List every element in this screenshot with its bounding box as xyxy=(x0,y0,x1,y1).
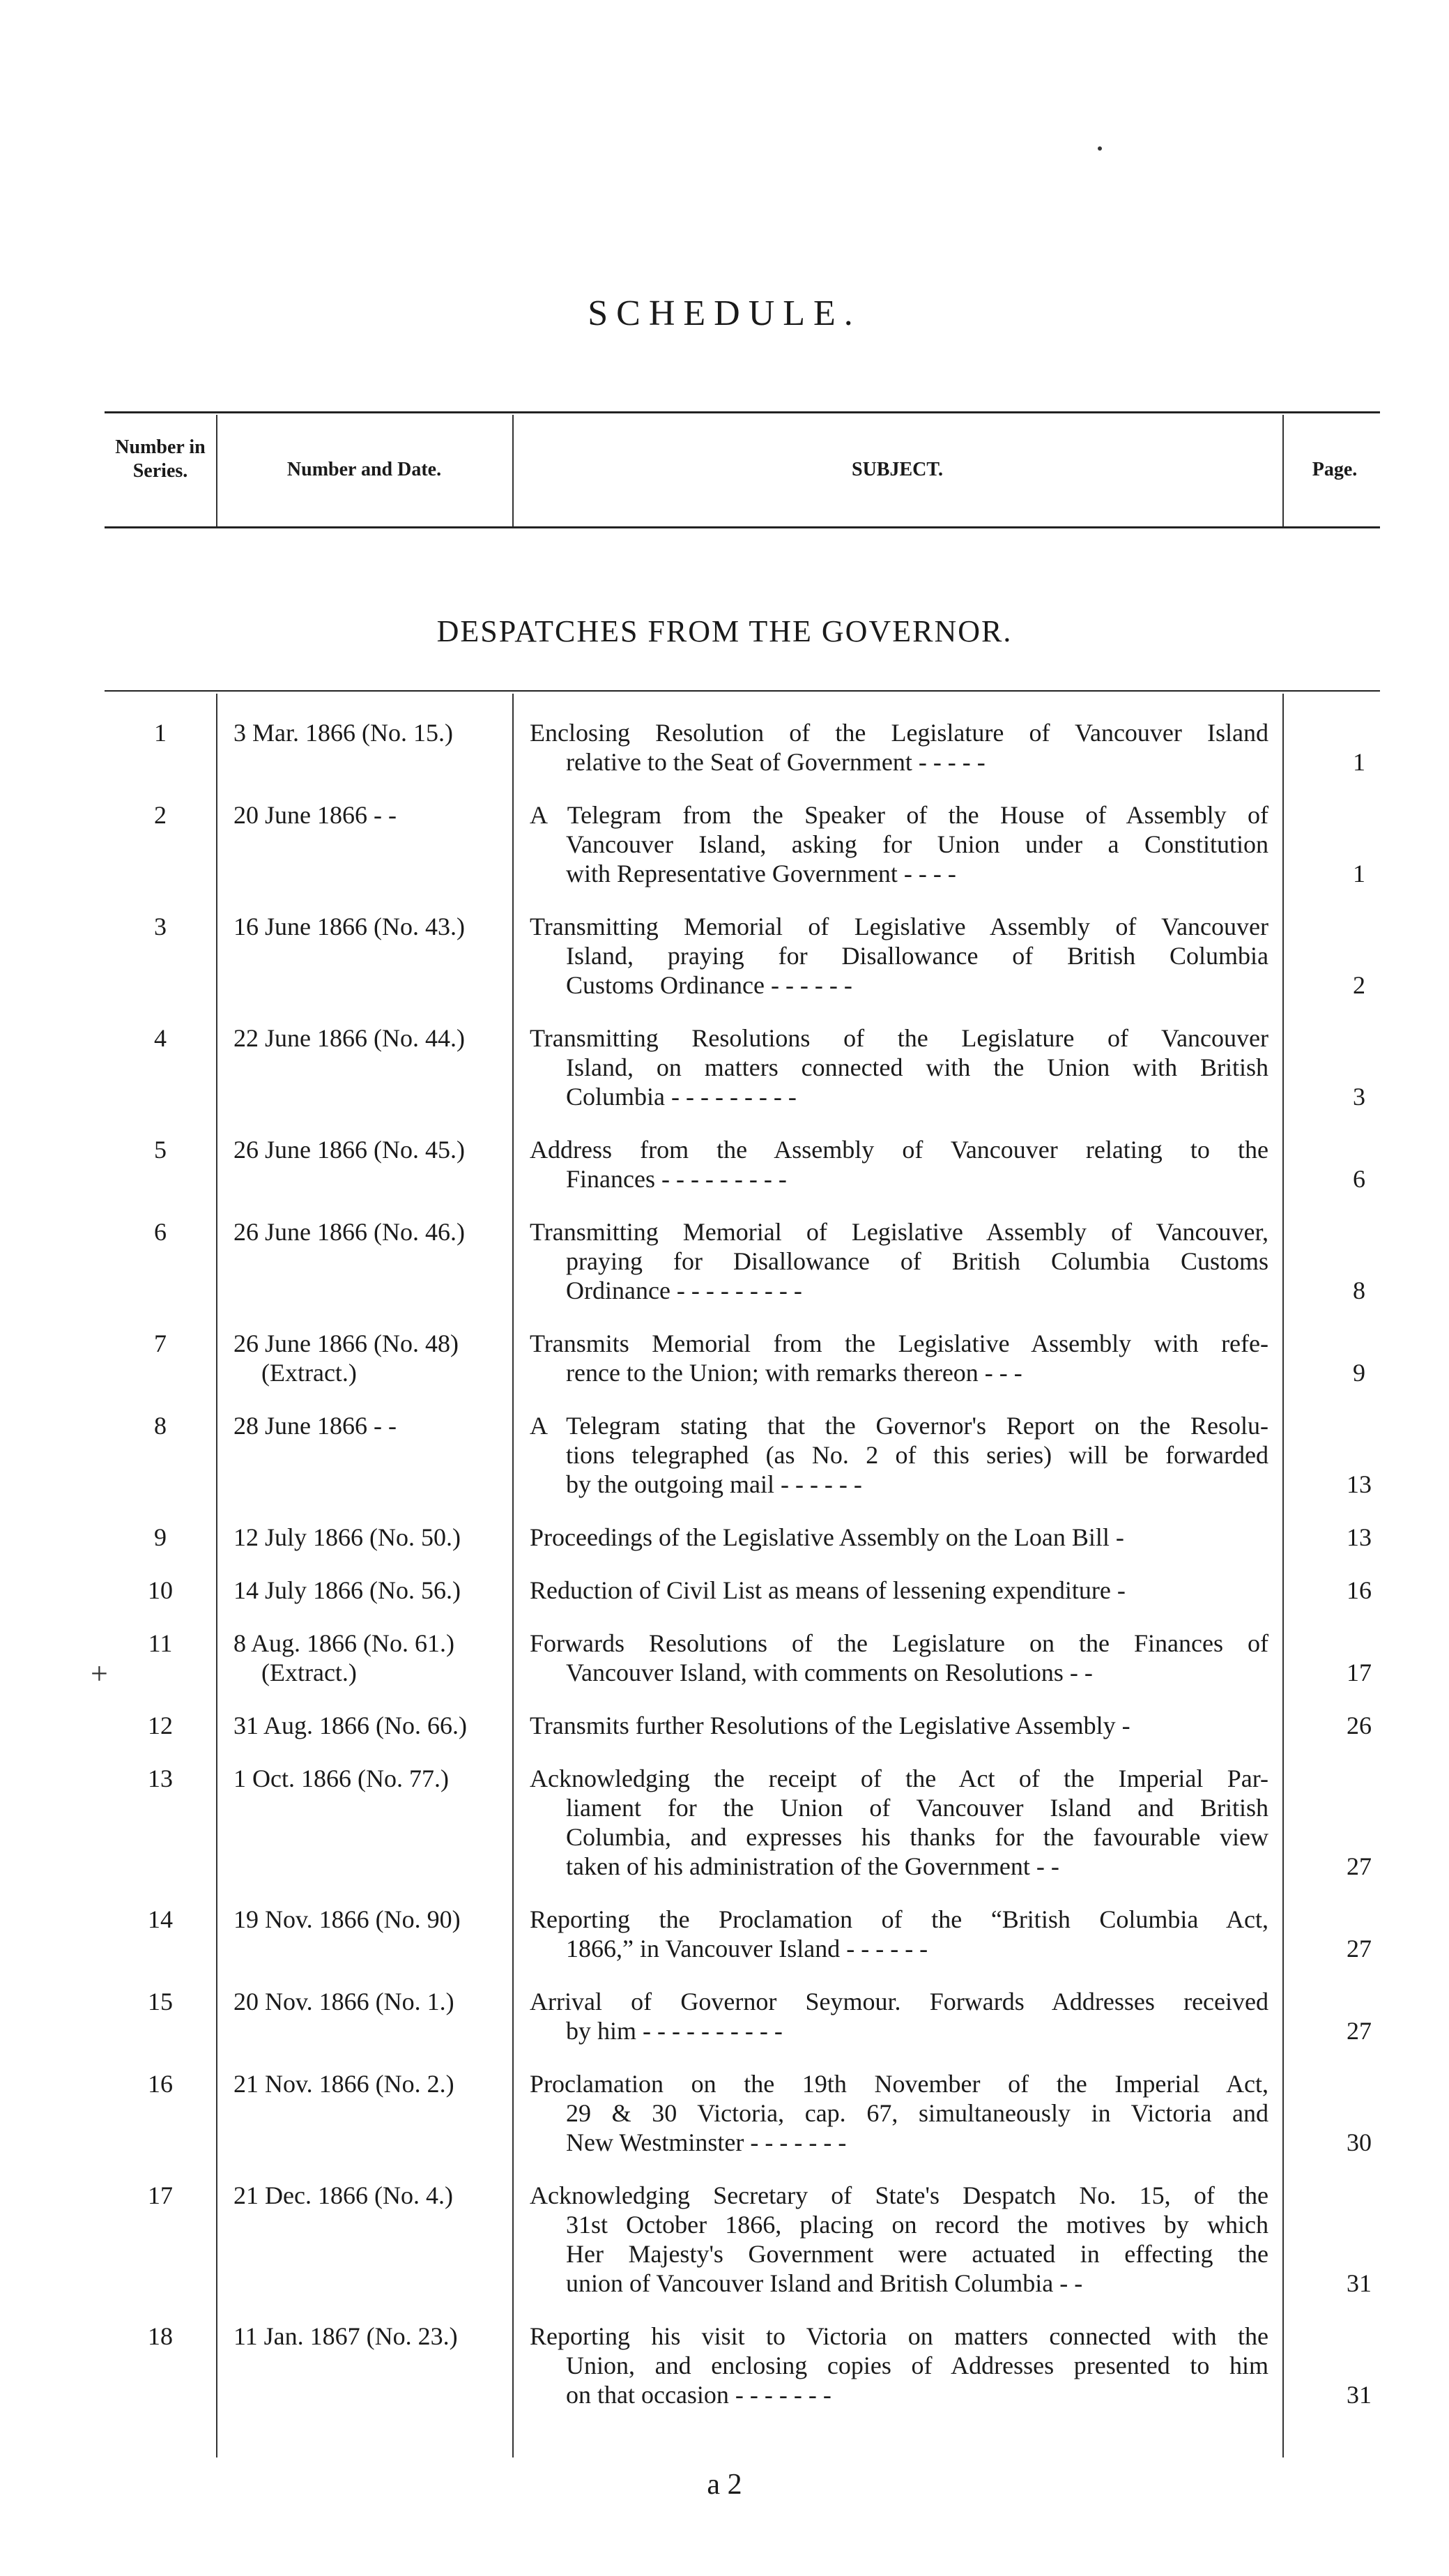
row-subject-line: Transmits further Resolutions of the Legislative Assembly - xyxy=(530,1712,1130,1739)
row-date xyxy=(233,1905,512,1934)
row-subject-line: Proclamation on the 19th November of the Imperial Act, xyxy=(530,2070,1268,2098)
row-subject-line: Customs Ordinance - - - - - - xyxy=(566,971,852,999)
row-page: 2 xyxy=(1353,971,1365,999)
row-subject-line: Transmitting Memorial of Legislative Assembly of Vancouver, xyxy=(530,1218,1268,1246)
row-subject xyxy=(530,1629,1268,1687)
row-subject-line: relative to the Seat of Government - - - - - xyxy=(566,748,986,776)
row-number: 4 xyxy=(154,1024,167,1052)
row-date-line: 26 June 1866 (No. 48) xyxy=(233,1329,459,1357)
row-page: 26 xyxy=(1347,1712,1372,1739)
row-number: 3 xyxy=(154,913,167,940)
row-number: 11 xyxy=(148,1629,173,1657)
row-date xyxy=(233,2322,512,2351)
row-date xyxy=(233,1135,512,1164)
row-date xyxy=(233,1764,512,1793)
row-subject-line: by the outgoing mail - - - - - - xyxy=(566,1470,862,1498)
page-title: SCHEDULE. xyxy=(588,294,861,333)
row-date-line: 3 Mar. 1866 (No. 15.) xyxy=(233,719,453,747)
row-subject xyxy=(530,1023,1268,1111)
row-subject xyxy=(530,1576,1268,1605)
row-date-line: 21 Nov. 1866 (No. 2.) xyxy=(233,2070,454,2098)
row-number: 5 xyxy=(154,1136,167,1164)
row-page: 8 xyxy=(1353,1276,1365,1304)
row-date-line: 14 July 1866 (No. 56.) xyxy=(233,1576,461,1604)
row-page: 1 xyxy=(1353,748,1365,776)
row-subject xyxy=(530,2069,1268,2157)
row-subject-line: A Telegram from the Speaker of the House of Assembly of xyxy=(530,801,1268,829)
row-date xyxy=(233,718,512,747)
row-number: 16 xyxy=(148,2070,173,2098)
margin-annotation: + xyxy=(91,1656,108,1691)
row-subject-line: Her Majesty's Government were actuated in effecting the xyxy=(566,2240,1268,2268)
row-date xyxy=(233,1711,512,1740)
row-subject-line: union of Vancouver Island and British Columbia - - xyxy=(566,2269,1083,2297)
page-signature: a 2 xyxy=(707,2469,742,2501)
row-page: 27 xyxy=(1347,2017,1372,2045)
row-subject-line: Address from the Assembly of Vancouver relating to the xyxy=(530,1136,1268,1164)
row-date xyxy=(233,2181,512,2210)
row-subject-line: A Telegram stating that the Governor's Report on the Resolu- xyxy=(530,1412,1268,1440)
row-subject xyxy=(530,1135,1268,1194)
row-subject-line: Island, praying for Disallowance of British Columbia xyxy=(566,942,1268,970)
row-subject xyxy=(530,2181,1268,2298)
row-date xyxy=(233,800,512,830)
row-date xyxy=(233,1523,512,1552)
row-date-line: 21 Dec. 1866 (No. 4.) xyxy=(233,2181,453,2209)
row-date-line: (Extract.) xyxy=(261,1659,357,1686)
row-subject xyxy=(530,2322,1268,2409)
section-title: DESPATCHES FROM THE GOVERNOR. xyxy=(436,614,1013,648)
row-subject-line: Acknowledging Secretary of State's Despatch No. 15, of the xyxy=(530,2181,1268,2209)
row-date xyxy=(233,912,512,941)
row-date xyxy=(233,1217,512,1247)
row-subject-line: New Westminster - - - - - - - xyxy=(566,2128,847,2156)
row-number: 9 xyxy=(154,1523,167,1551)
row-page: 31 xyxy=(1347,2381,1372,2409)
row-date xyxy=(233,1023,512,1053)
row-subject-line: Ordinance - - - - - - - - - xyxy=(566,1276,802,1304)
row-subject-line: Union, and enclosing copies of Addresses presented to him xyxy=(566,2352,1268,2379)
row-date-line: (Extract.) xyxy=(261,1359,357,1387)
header-page: Page. xyxy=(1312,459,1358,480)
row-subject-line: Columbia, and expresses his thanks for the favourable view xyxy=(566,1823,1268,1851)
row-number: 6 xyxy=(154,1218,167,1246)
row-subject-line: Reduction of Civil List as means of lessening expenditure - xyxy=(530,1576,1126,1604)
row-subject-line: rence to the Union; with remarks thereon - - - xyxy=(566,1359,1022,1387)
row-date xyxy=(233,2069,512,2098)
row-subject-line: with Representative Government - - - - xyxy=(566,860,956,887)
row-subject-line: Enclosing Resolution of the Legislature of Vancouver Island xyxy=(530,719,1268,747)
row-subject-line: Finances - - - - - - - - - xyxy=(566,1165,787,1193)
row-number: 10 xyxy=(148,1576,173,1604)
row-date-line: 31 Aug. 1866 (No. 66.) xyxy=(233,1712,467,1739)
row-subject-line: Transmitting Memorial of Legislative Assembly of Vancouver xyxy=(530,913,1268,940)
row-date-line: 8 Aug. 1866 (No. 61.) xyxy=(233,1629,454,1657)
row-date-line: 22 June 1866 (No. 44.) xyxy=(233,1024,465,1052)
row-date xyxy=(233,1987,512,2016)
row-subject xyxy=(530,1329,1268,1387)
row-date xyxy=(233,1329,512,1387)
row-subject-line: Island, on matters connected with the Union with British xyxy=(566,1053,1268,1081)
row-subject-line: taken of his administration of the Government - - xyxy=(566,1852,1059,1880)
row-subject-line: Forwards Resolutions of the Legislature on the Finances of xyxy=(530,1629,1268,1657)
row-date-line: 19 Nov. 1866 (No. 90) xyxy=(233,1905,461,1933)
row-page: 27 xyxy=(1347,1852,1372,1880)
row-number: 13 xyxy=(148,1765,173,1792)
row-subject-line: by him - - - - - - - - - - xyxy=(566,2017,783,2045)
row-subject-line: Reporting his visit to Victoria on matters connected with the xyxy=(530,2322,1268,2350)
row-subject-line: Acknowledging the receipt of the Act of the Imperial Par- xyxy=(530,1765,1268,1792)
row-subject-line: Vancouver Island, with comments on Resolutions - - xyxy=(566,1659,1093,1686)
row-page: 9 xyxy=(1353,1359,1365,1387)
row-subject xyxy=(530,1217,1268,1305)
row-subject-line: 31st October 1866, placing on record the motives by which xyxy=(566,2211,1268,2239)
row-page: 3 xyxy=(1353,1083,1365,1111)
row-page: 1 xyxy=(1353,860,1365,887)
row-subject xyxy=(530,1523,1268,1552)
row-subject-line: Vancouver Island, asking for Union under a Constitution xyxy=(566,830,1268,858)
row-date-line: 1 Oct. 1866 (No. 77.) xyxy=(233,1765,449,1792)
row-date xyxy=(233,1411,512,1440)
row-subject xyxy=(530,800,1268,888)
header-number-and-date: Number and Date. xyxy=(286,459,442,480)
row-subject xyxy=(530,1987,1268,2045)
row-subject-line: Transmits Memorial from the Legislative Assembly with refe- xyxy=(530,1329,1268,1357)
row-page: 31 xyxy=(1347,2269,1372,2297)
row-subject xyxy=(530,1905,1268,1963)
row-date-line: 20 Nov. 1866 (No. 1.) xyxy=(233,1988,454,2015)
row-subject-line: liament for the Union of Vancouver Island and British xyxy=(566,1794,1268,1822)
row-date-line: 20 June 1866 - - xyxy=(233,801,397,829)
row-subject-line: 1866,” in Vancouver Island - - - - - - xyxy=(566,1935,928,1963)
row-date-line: 28 June 1866 - - xyxy=(233,1412,397,1440)
row-subject xyxy=(530,1764,1268,1881)
row-page: 16 xyxy=(1347,1576,1372,1604)
row-date-line: 16 June 1866 (No. 43.) xyxy=(233,913,465,940)
row-page: 17 xyxy=(1347,1659,1372,1686)
row-page: 13 xyxy=(1347,1470,1372,1498)
row-date xyxy=(233,1576,512,1605)
row-subject-line: praying for Disallowance of British Columbia Customs xyxy=(566,1247,1268,1275)
row-number: 14 xyxy=(148,1905,173,1933)
row-date-line: 26 June 1866 (No. 46.) xyxy=(233,1218,465,1246)
row-subject-line: Columbia - - - - - - - - - xyxy=(566,1083,797,1111)
row-number: 12 xyxy=(148,1712,173,1739)
header-number-in-series: Number in Series. xyxy=(115,436,206,482)
row-subject-line: Reporting the Proclamation of the “British Columbia Act, xyxy=(530,1905,1268,1933)
row-number: 2 xyxy=(154,801,167,829)
row-subject-line: tions telegraphed (as No. 2 of this series) will be forwarded xyxy=(566,1441,1268,1469)
row-date-line: 26 June 1866 (No. 45.) xyxy=(233,1136,465,1164)
row-number: 7 xyxy=(154,1329,167,1357)
row-number: 1 xyxy=(154,719,167,747)
row-subject-line: Transmitting Resolutions of the Legislature of Vancouver xyxy=(530,1024,1268,1052)
row-subject xyxy=(530,1711,1268,1740)
row-date-line: 12 July 1866 (No. 50.) xyxy=(233,1523,461,1551)
row-number: 8 xyxy=(154,1412,167,1440)
row-number: 18 xyxy=(148,2322,173,2350)
row-subject-line: on that occasion - - - - - - - xyxy=(566,2381,831,2409)
row-subject-line: Arrival of Governor Seymour. Forwards Addresses received xyxy=(530,1988,1268,2015)
row-number: 17 xyxy=(148,2181,173,2209)
row-date-line: 11 Jan. 1867 (No. 23.) xyxy=(233,2322,458,2350)
row-page: 27 xyxy=(1347,1935,1372,1963)
row-page: 6 xyxy=(1353,1165,1365,1193)
row-number: 15 xyxy=(148,1988,173,2015)
row-subject-line: 29 & 30 Victoria, cap. 67, simultaneously in Victoria and xyxy=(566,2099,1268,2127)
row-subject xyxy=(530,718,1268,777)
header-subject: SUBJECT. xyxy=(852,459,943,480)
row-date xyxy=(233,1629,512,1687)
row-page: 30 xyxy=(1347,2128,1372,2156)
row-subject-line: Proceedings of the Legislative Assembly on the Loan Bill - xyxy=(530,1523,1124,1551)
row-subject xyxy=(530,1411,1268,1499)
row-page: 13 xyxy=(1347,1523,1372,1551)
row-subject xyxy=(530,912,1268,1000)
